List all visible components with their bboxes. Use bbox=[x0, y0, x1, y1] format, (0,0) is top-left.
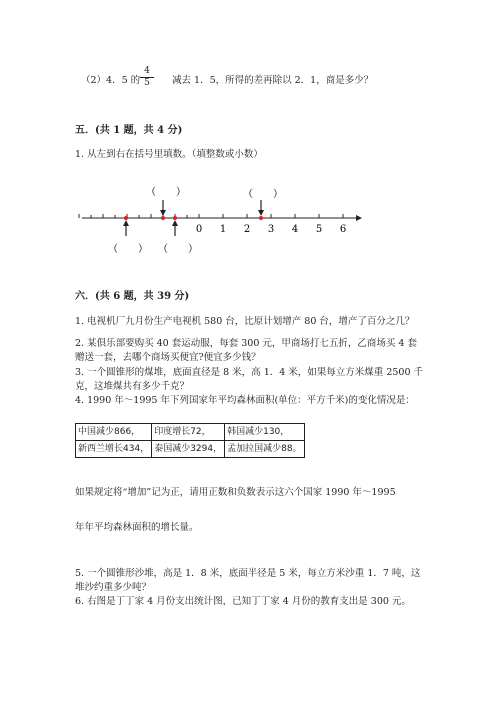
forest-area-table bbox=[75, 423, 305, 458]
down-arrow-2-head bbox=[258, 210, 264, 216]
bracket-top-1: （ ） bbox=[146, 187, 186, 198]
number-line-ticks bbox=[79, 214, 343, 218]
number-line-point-d bbox=[259, 216, 263, 220]
up-arrow-1-head bbox=[123, 220, 129, 226]
number-line-point-c bbox=[173, 216, 177, 220]
section-6-question-6: 6. 右图是丁丁家 4 月份支出统计图，已知丁丁家 4 月份的教育支出是 300 元。 bbox=[75, 596, 411, 607]
section-6-question-3-line-1: 3. 一个圆锥形的煤堆，底面直径是 8 米，高 1．4 米，如果每立方米煤重 2500 千 bbox=[75, 367, 424, 378]
number-line-tick-label: 5 bbox=[315, 224, 323, 235]
table-row bbox=[76, 424, 305, 441]
section-6-question-2-line-1: 2. 某俱乐部要购买 40 套运动服，每套 300 元，甲商场打七五折，乙商场买 4 套 bbox=[75, 338, 417, 349]
bracket-top-2: （ ） bbox=[243, 189, 283, 200]
section-6-question-4: 4. 1990 年～1995 年下列国家年平均森林面积(单位：平方千米)的变化情况是： bbox=[75, 395, 415, 406]
section-6-question-5-line-2: 堆沙约重多少吨？ bbox=[75, 582, 152, 593]
section-5-question-1: 1. 从左到右在括号里填数。（填整数或小数） bbox=[75, 149, 263, 160]
number-line-point-b bbox=[161, 216, 165, 220]
q2-prefix: （2）4．5 的 bbox=[81, 75, 141, 86]
number-line-tick-label: 1 bbox=[219, 224, 227, 235]
section-6-question-5-line-1: 5. 一个圆锥形沙堆，高是 1．8 米，底面半径是 5 米，每立方米沙重 1．7 吨，这 bbox=[75, 568, 421, 579]
table-cell: 中国减少866， bbox=[76, 424, 152, 441]
number-line-figure bbox=[0, 180, 500, 260]
number-line-arrowhead bbox=[356, 215, 362, 221]
section-5-heading: 五．(共 1 题，共 4 分) bbox=[75, 125, 183, 136]
table-cell: 印度增长72， bbox=[152, 424, 225, 441]
fraction-numerator: 4 bbox=[140, 66, 154, 78]
number-line-tick-label: 0 bbox=[195, 224, 203, 235]
up-arrow-2-head bbox=[172, 220, 178, 226]
table-cell: 新西兰增长434， bbox=[76, 441, 152, 458]
table-row bbox=[76, 441, 305, 458]
number-line-tick-label: 6 bbox=[339, 224, 347, 235]
fraction-denominator: 5 bbox=[144, 78, 150, 88]
bracket-bottom-2: （ ） bbox=[158, 244, 198, 255]
number-line-tick-label: 4 bbox=[291, 224, 299, 235]
question-4-note-line-1: 如果规定将“增加”记为正，请用正数和负数表示这六个国家 1990 年～1995 bbox=[75, 487, 396, 498]
q2-suffix: 减去 1．5，所得的差再除以 2．1，商是多少？ bbox=[172, 75, 374, 86]
number-line-tick-label: 3 bbox=[267, 224, 275, 235]
down-arrow-1-head bbox=[160, 210, 166, 216]
table-cell: 泰国减少3294， bbox=[152, 441, 225, 458]
table-cell: 韩国减少130， bbox=[225, 424, 304, 441]
question-4-note-line-2: 年年平均森林面积的增长量。 bbox=[75, 522, 199, 533]
number-line-tick-labels bbox=[196, 224, 346, 235]
section-6-heading: 六．(共 6 题，共 39 分) bbox=[75, 291, 190, 302]
section-6-question-3-line-2: 克，这堆煤共有多少千克？ bbox=[75, 381, 190, 392]
section-6-question-1: 1. 电视机厂九月份生产电视机 580 台，比原计划增产 80 台，增产了百分之几？ bbox=[75, 316, 415, 327]
q2-fraction bbox=[140, 66, 154, 89]
bracket-bottom-1: （ ） bbox=[108, 244, 148, 255]
number-line-point-a bbox=[124, 216, 128, 220]
table-cell: 孟加拉国减少88。 bbox=[225, 441, 304, 458]
section-6-question-2-line-2: 赠送一套，去哪个商场买便宜?便宜多少钱？ bbox=[75, 352, 261, 363]
number-line-tick-label: 2 bbox=[243, 224, 251, 235]
